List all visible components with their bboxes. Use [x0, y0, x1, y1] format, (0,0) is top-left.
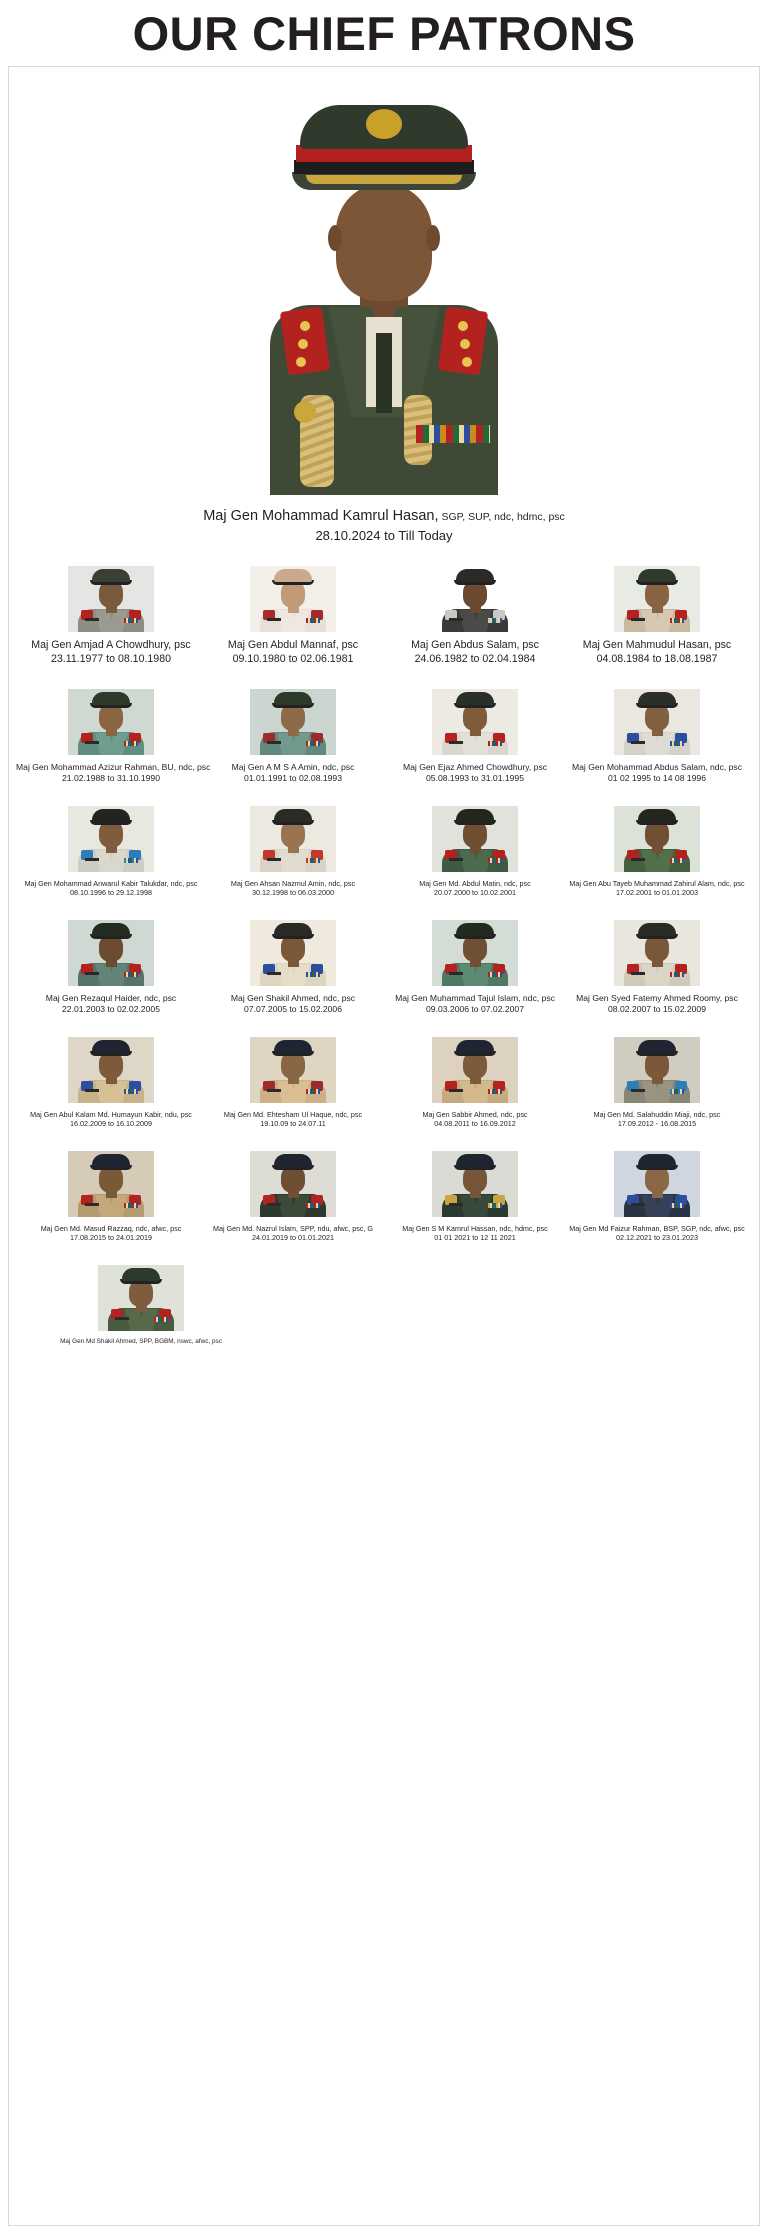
- patron-cell[interactable]: [27, 1151, 195, 1243]
- patron-cell[interactable]: [209, 689, 377, 784]
- patron-name: Maj Gen S M Kamrul Hassan, ndc, hdmc, psc: [402, 1223, 548, 1233]
- patron-caption: [562, 639, 752, 667]
- patron-caption: [380, 762, 570, 784]
- patron-name: Maj Gen Abu Tayeb Muhammad Zahirul Alam, ndc, psc: [569, 879, 745, 889]
- patron-tenure-dates: 22.01.2003 to 02.02.2005: [62, 1003, 160, 1014]
- patron-name: Maj Gen Sabbir Ahmed, ndc, psc: [422, 1110, 528, 1120]
- patron-tenure-dates: 01 02 1995 to 14 08 1996: [608, 772, 706, 783]
- patron-portrait-image: [432, 566, 518, 632]
- featured-name: Maj Gen Mohammad Kamrul Hasan,: [203, 508, 439, 524]
- patron-caption: [46, 1338, 236, 1346]
- patron-caption: [562, 993, 752, 1015]
- patron-caption: [16, 761, 211, 784]
- patron-name: Maj Gen Md Faizur Rahman, BSP, SGP, ndc, afwc, psc: [569, 1223, 745, 1233]
- patron-tenure-dates: 24.01.2019 to 01.01.2021: [252, 1233, 334, 1243]
- patron-portrait-image: [68, 806, 154, 872]
- patron-portrait-image: [250, 806, 336, 872]
- patron-caption: [16, 1224, 206, 1243]
- patron-portrait-image: [614, 920, 700, 986]
- patron-cell[interactable]: [573, 689, 741, 784]
- patron-cell[interactable]: [27, 566, 195, 667]
- patron-name: Maj Gen Md Shakil Ahmed, SPP, BGBM, nswc, afwc, psc: [60, 1337, 222, 1345]
- featured-patron: [9, 95, 759, 544]
- page-title: OUR CHIEF PATRONS: [132, 6, 636, 60]
- patron-caption: [16, 639, 206, 667]
- patron-cell[interactable]: [16, 689, 211, 784]
- patron-name: Maj Gen Ejaz Ahmed Chowdhury, psc: [402, 761, 548, 772]
- patron-tenure-dates: 09.03.2006 to 07.02.2007: [426, 1003, 524, 1014]
- patron-tenure-dates: 02.12.2021 to 23.01.2023: [616, 1233, 698, 1243]
- patron-tenure-dates: 20.07.2000 to 10.02.2001: [434, 888, 516, 898]
- patron-caption: [198, 762, 388, 784]
- patron-portrait-image: [68, 1037, 154, 1103]
- patron-tenure-dates: 19.10.09 to 24.07.11: [260, 1119, 326, 1129]
- patron-portrait-image: [614, 566, 700, 632]
- patron-cell[interactable]: [24, 806, 198, 898]
- patron-cell[interactable]: [573, 1037, 741, 1129]
- patron-portrait-image: [250, 1037, 336, 1103]
- patron-cell[interactable]: [209, 920, 377, 1015]
- patron-portrait-image: [68, 566, 154, 632]
- patron-portrait-image: [432, 920, 518, 986]
- patron-cell[interactable]: [209, 806, 377, 898]
- patron-portrait-image: [98, 1265, 184, 1331]
- patron-cell[interactable]: [209, 1151, 377, 1243]
- patron-caption: [380, 879, 570, 898]
- featured-postnominals: SGP, SUP, ndc, hdmc, psc: [438, 511, 565, 523]
- patron-cell[interactable]: [57, 1265, 225, 1346]
- patron-tenure-dates: 17.08.2015 to 24.01.2019: [70, 1233, 152, 1243]
- patron-portrait-image: [68, 1151, 154, 1217]
- patron-name: Maj Gen Md. Abdul Matin, ndc, psc: [419, 879, 531, 889]
- patron-name: Maj Gen Md. Salahuddin Miaji, ndc, psc: [593, 1110, 721, 1120]
- patron-tenure-dates: 01.01.1991 to 02.08.1993: [244, 772, 342, 783]
- patron-tenure-dates: 07.07.2005 to 15.02.2006: [244, 1003, 342, 1014]
- patron-row: [9, 920, 759, 1015]
- patron-caption: [198, 993, 388, 1015]
- patron-portrait-image: [250, 920, 336, 986]
- patron-name: Maj Gen Amjad A Chowdhury, psc: [31, 639, 191, 652]
- patron-tenure-dates: 21.02.1988 to 31.10.1990: [62, 772, 160, 783]
- patron-caption: [562, 1110, 752, 1129]
- patron-cell[interactable]: [391, 1151, 559, 1243]
- patron-cell[interactable]: [391, 1037, 559, 1129]
- patron-portrait-image: [432, 1037, 518, 1103]
- patron-tenure-dates: 09.10.1980 to 02.06.1981: [232, 652, 354, 665]
- patron-portrait-image: [614, 806, 700, 872]
- patron-cell[interactable]: [569, 1151, 745, 1243]
- patron-name: Maj Gen Rezaqul Haider, ndc, psc: [45, 992, 177, 1003]
- patron-name: Maj Gen Mohammad Azizur Rahman, BU, ndc, psc: [16, 761, 211, 772]
- patron-tenure-dates: 05.08.1993 to 31.01.1995: [426, 772, 524, 783]
- patron-tenure-dates: 17.02.2001 to 01.01.2003: [616, 888, 698, 898]
- patron-row: [9, 1265, 759, 1346]
- patron-caption: [16, 993, 206, 1015]
- patron-portrait-image: [250, 1151, 336, 1217]
- patron-row: [9, 1037, 759, 1129]
- patron-caption: [380, 1110, 570, 1129]
- patron-tenure-dates: 04.08.1984 to 18.08.1987: [596, 652, 718, 665]
- patron-portrait-image: [68, 920, 154, 986]
- patron-tenure-dates: 16.02.2009 to 16.10.2009: [70, 1119, 152, 1129]
- patron-name: Maj Gen Shakil Ahmed, ndc, psc: [230, 992, 356, 1003]
- patron-tenure-dates: 08.02.2007 to 15.02.2009: [608, 1003, 706, 1014]
- patron-row: [9, 806, 759, 898]
- patron-name: Maj Gen Mohammad Anwarul Kabir Talukdar, ndc, psc: [24, 879, 198, 889]
- patron-name: Maj Gen Abdul Mannaf, psc: [227, 639, 359, 652]
- patron-cell[interactable]: [27, 1037, 195, 1129]
- patron-cell[interactable]: [391, 806, 559, 898]
- patron-tenure-dates: 01 01 2021 to 12 11 2021: [434, 1233, 516, 1243]
- patron-caption: [16, 879, 206, 898]
- page-header: [0, 0, 768, 66]
- patron-portrait-image: [432, 806, 518, 872]
- patron-caption: [562, 879, 752, 898]
- patron-tenure-dates: 24.06.1982 to 02.04.1984: [414, 652, 536, 665]
- patrons-grid: [9, 566, 759, 1346]
- patron-name: Maj Gen Md. Ehtesham Ul Haque, ndc, psc: [223, 1110, 363, 1120]
- patron-caption: [198, 1224, 388, 1243]
- patron-row: [9, 1151, 759, 1243]
- patron-cell[interactable]: [209, 566, 377, 667]
- patron-name: Maj Gen A M S A Amin, ndc, psc: [231, 761, 355, 772]
- patron-name: Maj Gen Ahsan Nazmul Amin, ndc, psc: [230, 879, 356, 889]
- patron-cell[interactable]: [573, 566, 741, 667]
- featured-dates: 28.10.2024 to Till Today: [315, 527, 453, 543]
- patron-tenure-dates: 30.12.1998 to 06.03.2000: [252, 888, 334, 898]
- patron-name: Maj Gen Mohammad Abdus Salam, ndc, psc: [571, 761, 743, 772]
- patron-caption: [380, 993, 570, 1015]
- patron-caption: [198, 1110, 388, 1129]
- patron-tenure-dates: 17.09.2012 - 16.08.2015: [617, 1119, 697, 1129]
- featured-portrait-image: [248, 95, 520, 495]
- patron-portrait-image: [68, 689, 154, 755]
- patron-name: Maj Gen Md. Nazrul Islam, SPP, ndu, afwc, psc, G: [212, 1223, 374, 1233]
- patron-portrait-image: [614, 689, 700, 755]
- patron-portrait-image: [432, 689, 518, 755]
- patron-cell[interactable]: [391, 920, 559, 1015]
- patron-portrait-image: [250, 689, 336, 755]
- patron-name: Maj Gen Syed Fatemy Ahmed Roomy, psc: [576, 992, 738, 1003]
- patron-cell[interactable]: [391, 689, 559, 784]
- patron-name: Maj Gen Abul Kalam Md. Humayun Kabir, ndu, psc: [30, 1110, 192, 1120]
- patron-tenure-dates: 04.08.2011 to 16.09.2012: [434, 1119, 516, 1129]
- patron-caption: [380, 639, 570, 667]
- patron-portrait-image: [250, 566, 336, 632]
- patron-portrait-image: [614, 1037, 700, 1103]
- patron-cell[interactable]: [391, 566, 559, 667]
- patron-row: [9, 689, 759, 784]
- patron-name: Maj Gen Abdus Salam, psc: [411, 639, 539, 652]
- patron-name: Maj Gen Md. Masud Razzaq, ndc, afwc, psc: [40, 1223, 182, 1233]
- patron-row: [9, 566, 759, 667]
- patron-caption: [16, 1110, 206, 1129]
- patron-cell[interactable]: [569, 806, 745, 898]
- patron-portrait-image: [614, 1151, 700, 1217]
- patron-tenure-dates: 08.10.1996 to 29.12.1998: [70, 888, 152, 898]
- patron-cell[interactable]: [573, 920, 741, 1015]
- featured-caption: [203, 505, 565, 544]
- patrons-panel: [8, 66, 760, 2226]
- patron-caption: [562, 1224, 752, 1243]
- patron-cell[interactable]: [209, 1037, 377, 1129]
- patron-portrait-image: [432, 1151, 518, 1217]
- patron-name: Maj Gen Mahmudul Hasan, psc: [582, 639, 732, 652]
- patron-caption: [198, 639, 388, 667]
- patron-cell[interactable]: [27, 920, 195, 1015]
- patron-caption: [198, 879, 388, 898]
- patron-caption: [562, 762, 752, 784]
- patron-caption: [380, 1224, 570, 1243]
- patron-tenure-dates: 23.11.1977 to 08.10.1980: [51, 652, 171, 665]
- patron-name: Maj Gen Muhammad Tajul Islam, ndc, psc: [395, 992, 555, 1003]
